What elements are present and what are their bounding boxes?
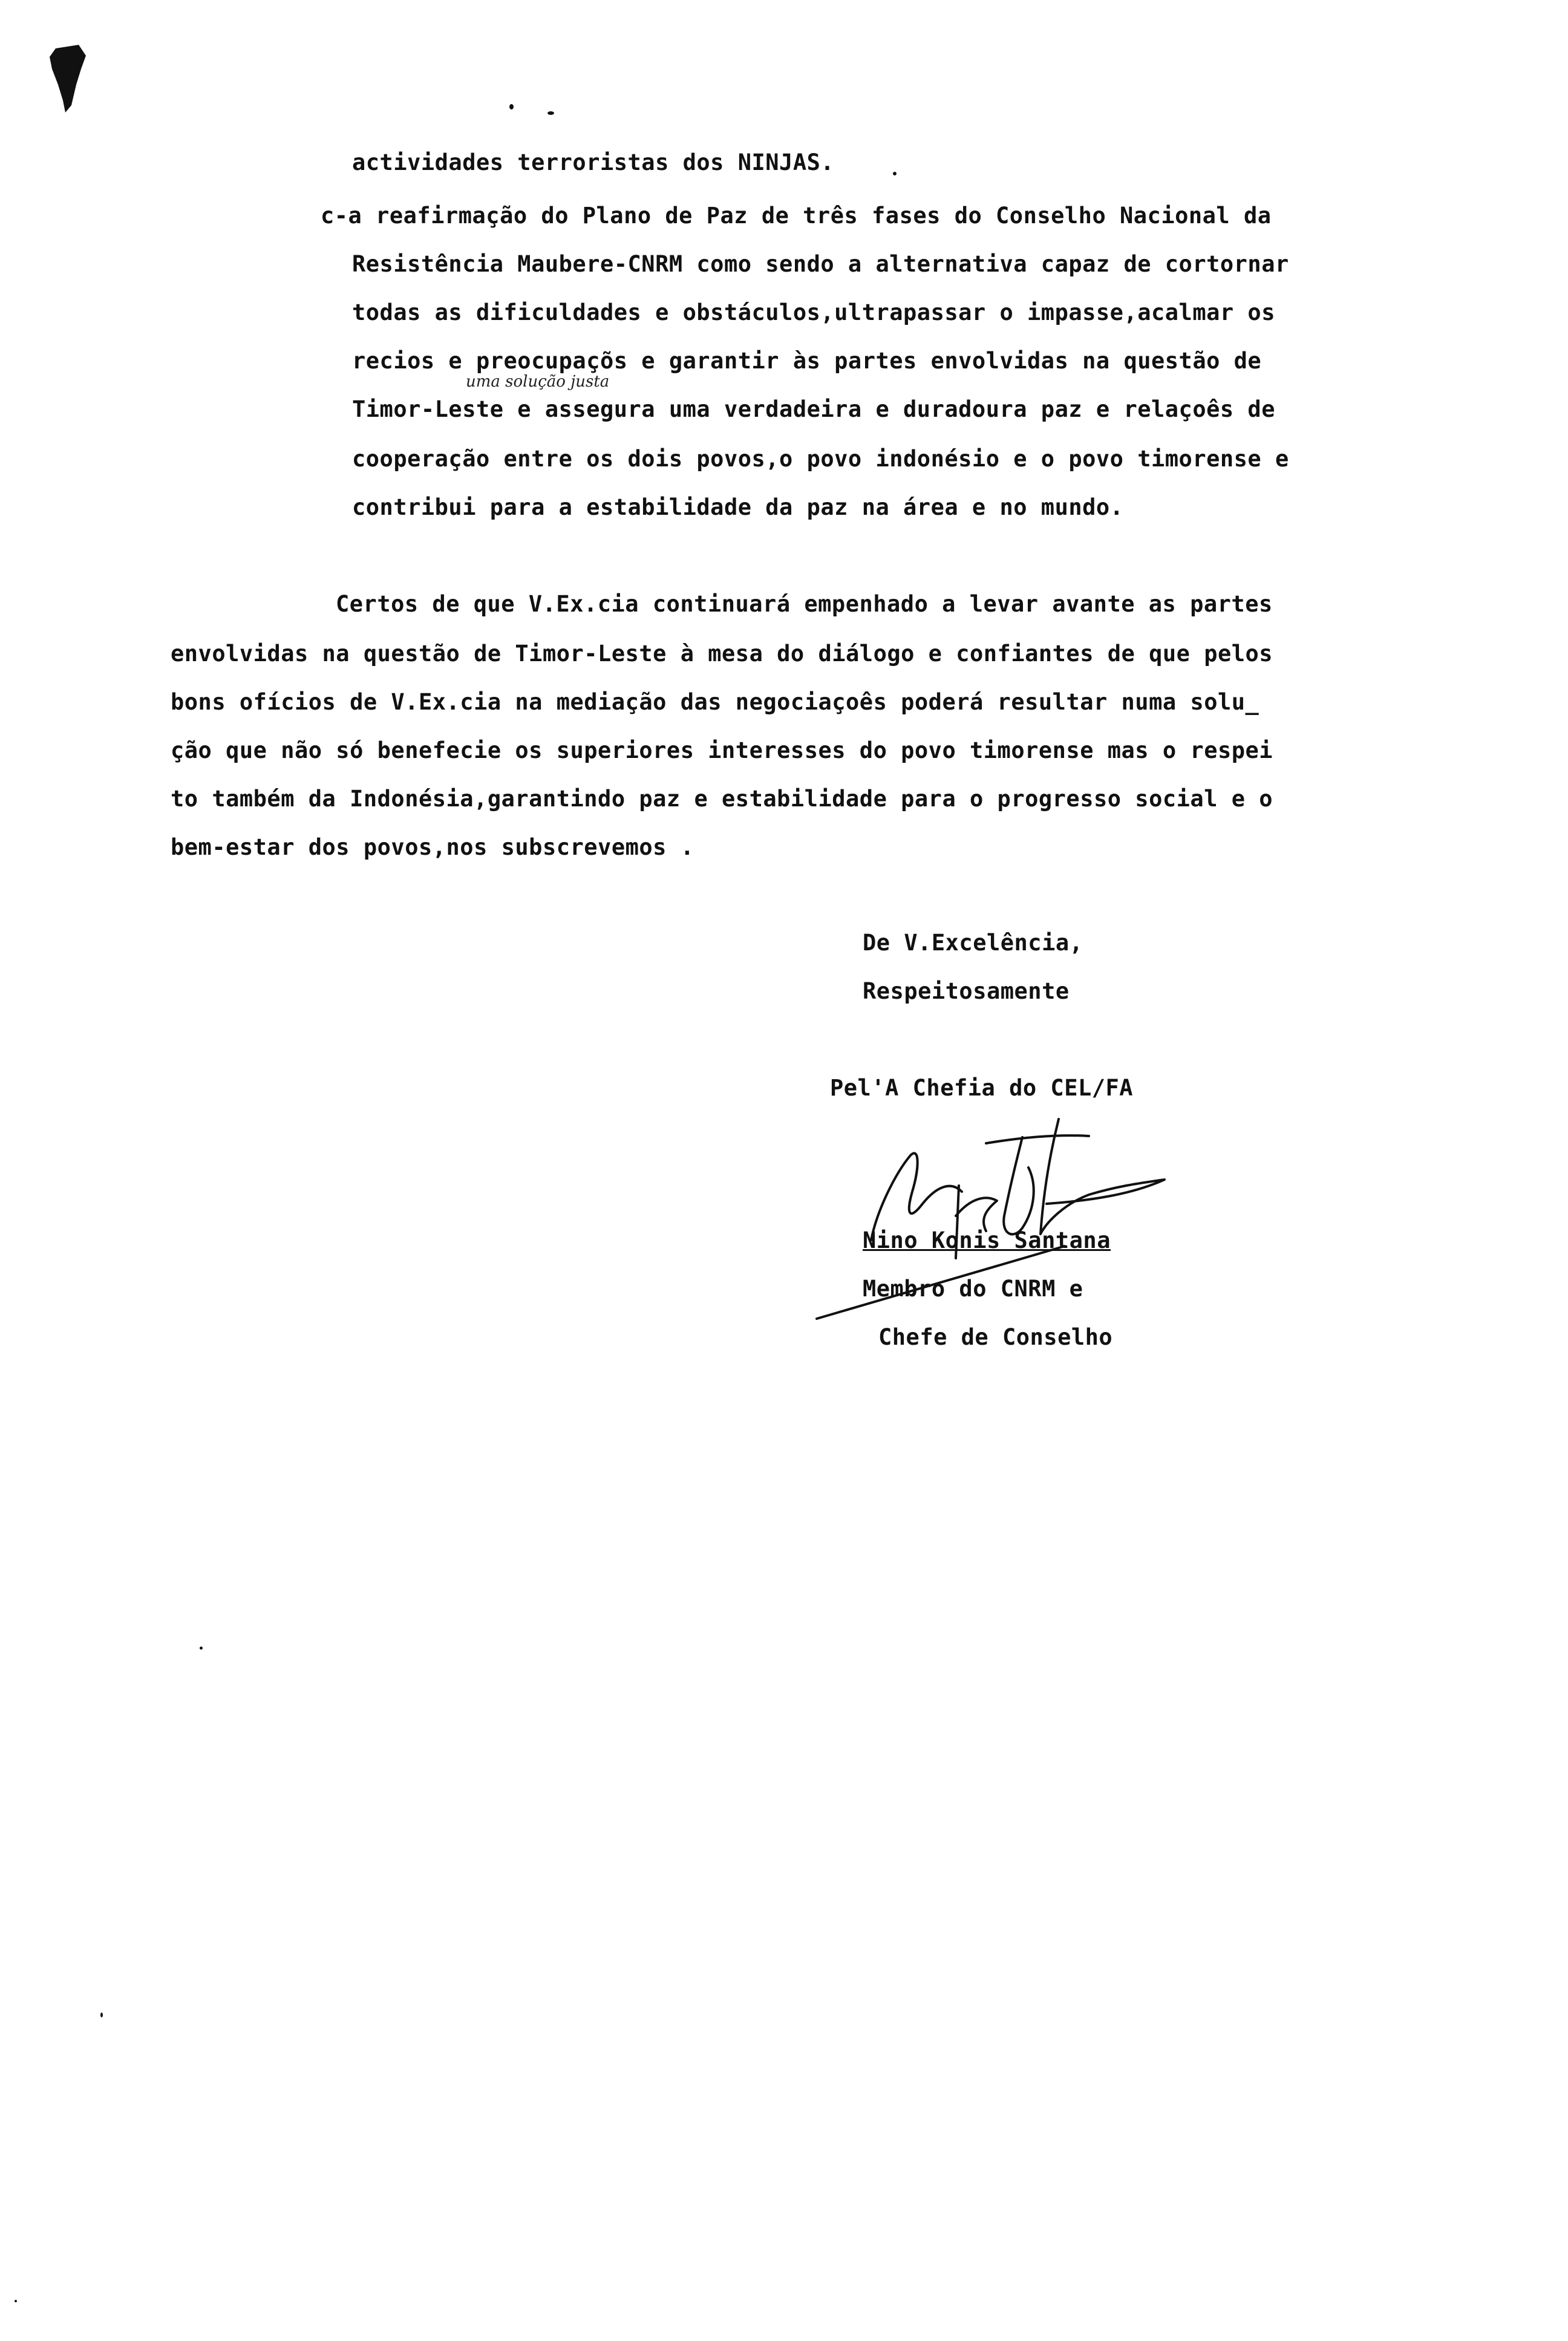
- letter-line: cooperação entre os dois povos,o povo indonésio e o povo timorense e: [352, 446, 1289, 472]
- letter-line: Certos de que V.Ex.cia continuará empenhado a levar avante as partes: [336, 591, 1273, 617]
- letter-line: bons ofícios de V.Ex.cia na mediação das negociaçoês poderá resultar numa solu_: [171, 689, 1259, 715]
- speck-mark: [100, 2013, 103, 2017]
- handwritten-insert: uma solução justa: [466, 373, 610, 391]
- speck-mark: [893, 172, 897, 175]
- speck-mark: [509, 104, 514, 109]
- closing-respect: Respeitosamente: [863, 978, 1070, 1004]
- signatory-name: Nino Konis Santana: [863, 1227, 1111, 1253]
- letter-line: Timor-Leste e assegura uma verdadeira e duradoura paz e relaçoês de: [352, 396, 1275, 422]
- signatory-role: Chefe de Conselho: [878, 1324, 1113, 1350]
- speck-mark: [200, 1647, 203, 1650]
- letter-line: actividades terroristas dos NINJAS.: [352, 149, 835, 175]
- closing-on-behalf: Pel'A Chefia do CEL/FA: [830, 1075, 1134, 1101]
- letter-line: recios e preocupaçõs e garantir às partes envolvidas na questão de: [352, 348, 1262, 374]
- letter-line: todas as dificuldades e obstáculos,ultrapassar o impasse,acalmar os: [352, 299, 1275, 325]
- signatory-role: Membro do CNRM e: [863, 1276, 1083, 1302]
- letter-line: c-a reafirmação do Plano de Paz de três fases do Conselho Nacional da: [321, 203, 1272, 229]
- letter-line: to também da Indonésia,garantindo paz e estabilidade para o progresso social e o: [171, 786, 1273, 812]
- ink-blot-mark: [47, 42, 90, 115]
- letter-line: Resistência Maubere-CNRM como sendo a alternativa capaz de cortornar: [352, 251, 1289, 277]
- letter-line: envolvidas na questão de Timor-Leste à mesa do diálogo e confiantes de que pelos: [171, 641, 1273, 667]
- speck-mark: [547, 111, 554, 115]
- closing-salutation: De V.Excelência,: [863, 930, 1083, 956]
- letter-line: ção que não só benefecie os superiores interesses do povo timorense mas o respei: [171, 737, 1273, 763]
- letter-line: contribui para a estabilidade da paz na área e no mundo.: [352, 494, 1124, 520]
- letter-line: bem-estar dos povos,nos subscrevemos .: [171, 834, 694, 860]
- speck-mark: [15, 2300, 17, 2302]
